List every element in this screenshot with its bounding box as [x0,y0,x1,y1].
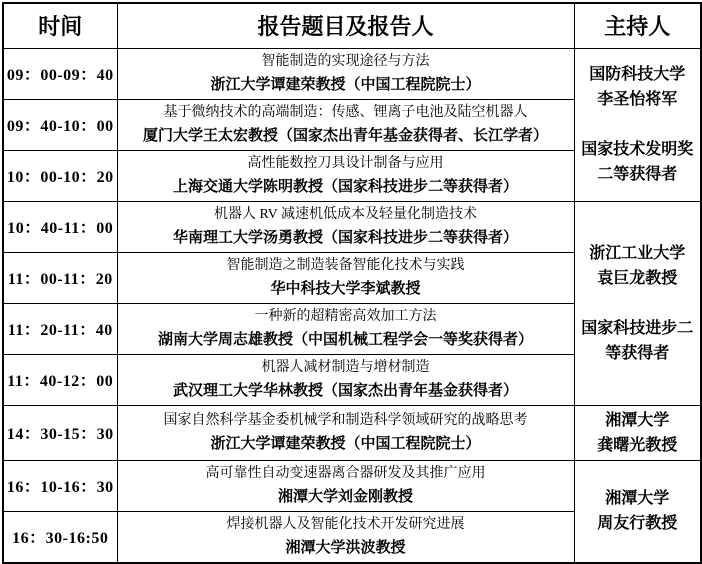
topic-cell [117,150,574,201]
report-speaker: 上海交通大学陈明教授（国家科技进步二等获得者） [172,178,518,195]
host-line [579,291,697,316]
schedule-row [3,460,701,511]
report-title: 国家自然科学基金委机械学和制造科学领域研究的战略思考 [163,412,528,428]
topic-cell [117,252,574,303]
report-title: 智能制造的实现途径与方法 [261,53,430,69]
report-title: 高性能数控刀具设计制备与应用 [247,155,444,171]
time-cell: 09：00-09：40 [3,48,117,99]
topic-cell [117,48,574,99]
host-cell [574,405,701,460]
report-title: 基于微纳技术的高端制造：传感、锂离子电池及陆空机器人 [163,104,528,120]
report-title: 高可靠性自动变速器离合器研发及其推广应用 [205,465,486,481]
header-title-speaker: 报告题目及报告人 [117,3,574,48]
schedule-body [3,48,701,563]
host-line: 国家技术发明奖 [581,141,694,158]
host-cell [574,460,701,563]
time-cell: 09：40-10：00 [3,99,117,150]
header-row [3,3,701,48]
topic-cell [117,405,574,460]
time-cell: 11：20-11：40 [3,303,117,354]
host-line: 二等获得者 [597,166,678,183]
conference-schedule-table [2,2,702,564]
host-cell [574,48,701,201]
report-speaker: 华中科技大学李斌教授 [270,280,421,297]
schedule-row [3,48,701,99]
header-time: 时间 [3,3,117,48]
time-cell: 10：00-10：20 [3,150,117,201]
topic-cell [117,303,574,354]
host-line: 李圣怡将军 [597,91,678,108]
time-cell: 16：10-16：30 [3,460,117,511]
report-speaker: 湖南大学周志雄教授（中国机械工程学会一等奖获得者） [157,331,533,348]
report-speaker: 湘潭大学刘金刚教授 [277,488,413,505]
report-title: 机器人 RV 减速机低成本及轻量化制造技术 [213,206,478,222]
report-title: 机器人减材制造与增材制造 [261,359,430,375]
report-speaker: 浙江大学谭建荣教授（中国工程院院士） [210,76,481,93]
report-speaker: 武汉理工大学华林教授（国家杰出青年基金获得者） [172,382,518,399]
host-line: 国防科技大学 [589,66,686,83]
time-cell: 10：40-11：00 [3,201,117,252]
time-cell: 14：30-15：30 [3,405,117,460]
time-cell: 11：40-12：00 [3,354,117,405]
topic-cell [117,460,574,511]
host-line: 等获得者 [605,344,670,362]
report-title: 焊接机器人及智能化技术开发研究进展 [226,516,465,532]
topic-cell [117,201,574,252]
topic-cell [117,511,574,563]
report-speaker: 湘潭大学洪波教授 [285,539,406,556]
topic-cell [117,99,574,150]
host-line: 国家科技进步二 [581,319,694,337]
host-line: 周友行教授 [597,515,678,532]
report-speaker: 厦门大学王太宏教授（国家杰出青年基金获得者、长江学者） [142,127,548,144]
host-cell [574,201,701,405]
time-cell: 16：30-16:50 [3,511,117,563]
host-line: 龚曙光教授 [597,436,678,454]
topic-cell [117,354,574,405]
report-speaker: 浙江大学谭建荣教授（中国工程院院士） [210,435,481,452]
host-line [579,112,697,137]
report-speaker: 华南理工大学汤勇教授（国家科技进步二等获得者） [172,229,518,246]
time-cell: 11：00-11：20 [3,252,117,303]
table-header [3,3,701,48]
host-line: 湘潭大学 [605,411,670,429]
schedule-row [3,201,701,252]
host-line: 浙江工业大学 [589,244,686,262]
report-title: 一种新的超精密高效加工方法 [254,308,437,324]
host-line: 袁巨龙教授 [597,269,678,287]
host-line: 湘潭大学 [605,490,670,507]
schedule-row [3,405,701,460]
header-host: 主持人 [574,3,701,48]
report-title: 智能制造之制造装备智能化技术与实践 [226,257,465,273]
